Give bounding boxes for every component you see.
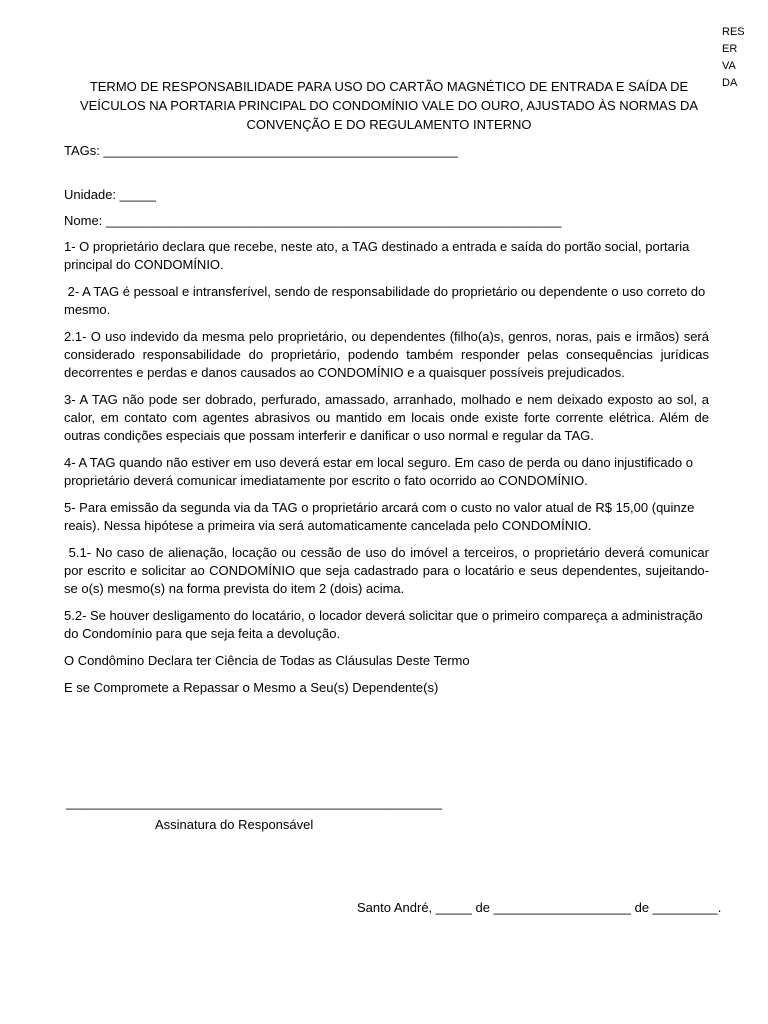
declaration: O Condômino Declara ter Ciência de Todas as Cláusulas Deste Termo xyxy=(64,653,470,668)
commitment: E se Compromete a Repassar o Mesmo a Seu(s) Dependente(s) xyxy=(64,680,439,695)
date-line: Santo André, _____ de ___________________ de _________. xyxy=(357,900,722,915)
tags-field: TAGs: _________________________________________________ xyxy=(64,143,458,158)
clause-5: 5- Para emissão da segunda via da TAG o proprietário arcará com o custo no valor atual de R$ 15,00 (quinze reais). Nessa hipótese a primeira via será automaticamente cancelada pelo CONDOMÍNIO. xyxy=(64,500,695,533)
clause-4: 4- A TAG quando não estiver em uso deverá estar em local seguro. Em caso de perda ou dano injustificado o proprietário deverá comunicar imediatamente por escrito o fato ocorrido ao CONDOMÍNIO. xyxy=(64,455,693,488)
nome-field: Nome: _______________________________________________________________ xyxy=(64,213,562,228)
reserved-stamp-line: DA xyxy=(722,77,738,89)
document-body xyxy=(64,142,713,706)
clause-2-1: 2.1- O uso indevido da mesma pelo proprietário, ou dependentes (filho(a)s, genros, noras, pais e irmãos) será considerado responsabilidade do proprietário, podendo também responder pelas consequências jurídicas decorrentes e perdas e danos causados ao CONDOMÍNIO e a quaisquer possíveis prejudicados. xyxy=(64,329,709,380)
reserved-stamp-line: VA xyxy=(722,60,736,72)
signature-line: ____________________________________________________ xyxy=(66,795,442,810)
reserved-stamp xyxy=(722,24,750,92)
signature-label: Assinatura do Responsável xyxy=(155,817,314,832)
clause-1: 1- O proprietário declara que recebe, neste ato, a TAG destinado a entrada e saída do portão social, portaria principal do CONDOMÍNIO. xyxy=(64,239,690,272)
clause-2: 2- A TAG é pessoal e intransferível, sendo de responsabilidade do proprietário ou dependente o uso correto do mesmo. xyxy=(64,284,709,317)
clause-5-2: 5.2- Se houver desligamento do locatário, o locador deverá solicitar que o primeiro compareça a administração do Condomínio para que seja feita a devolução. xyxy=(64,608,703,641)
reserved-stamp-line: ER xyxy=(722,43,738,55)
clause-5-1: 5.1- No caso de alienação, locação ou cessão de uso do imóvel a terceiros, o proprietário deverá comunicar por escrito e solicitar ao CONDOMÍNIO que seja cadastrado para o locatário e seus dependentes, sujeitando-se o(s) mesmo(s) na forma prevista do item 2 (dois) acima. xyxy=(64,545,713,596)
clause-3: 3- A TAG não pode ser dobrado, perfurado, amassado, arranhado, molhado e nem deixado exposto ao sol, a calor, em contato com agentes abrasivos ou mantido em locais onde existe forte corrente elétrica. Além de outras condições especiais que possam interferir e danificar o uso normal e regular da TAG. xyxy=(64,392,709,443)
unidade-field: Unidade: _____ xyxy=(64,187,156,202)
document-title: TERMO DE RESPONSABILIDADE PARA USO DO CARTÃO MAGNÉTICO DE ENTRADA E SAÍDA DE VEÍCULOS NA PORTARIA PRINCIPAL DO CONDOMÍNIO VALE DO OURO, AJUSTADO ÀS NORMAS DA CONVENÇÃO E DO REGULAMENTO INTERNO xyxy=(79,79,699,132)
reserved-stamp-line: RES xyxy=(722,26,745,38)
